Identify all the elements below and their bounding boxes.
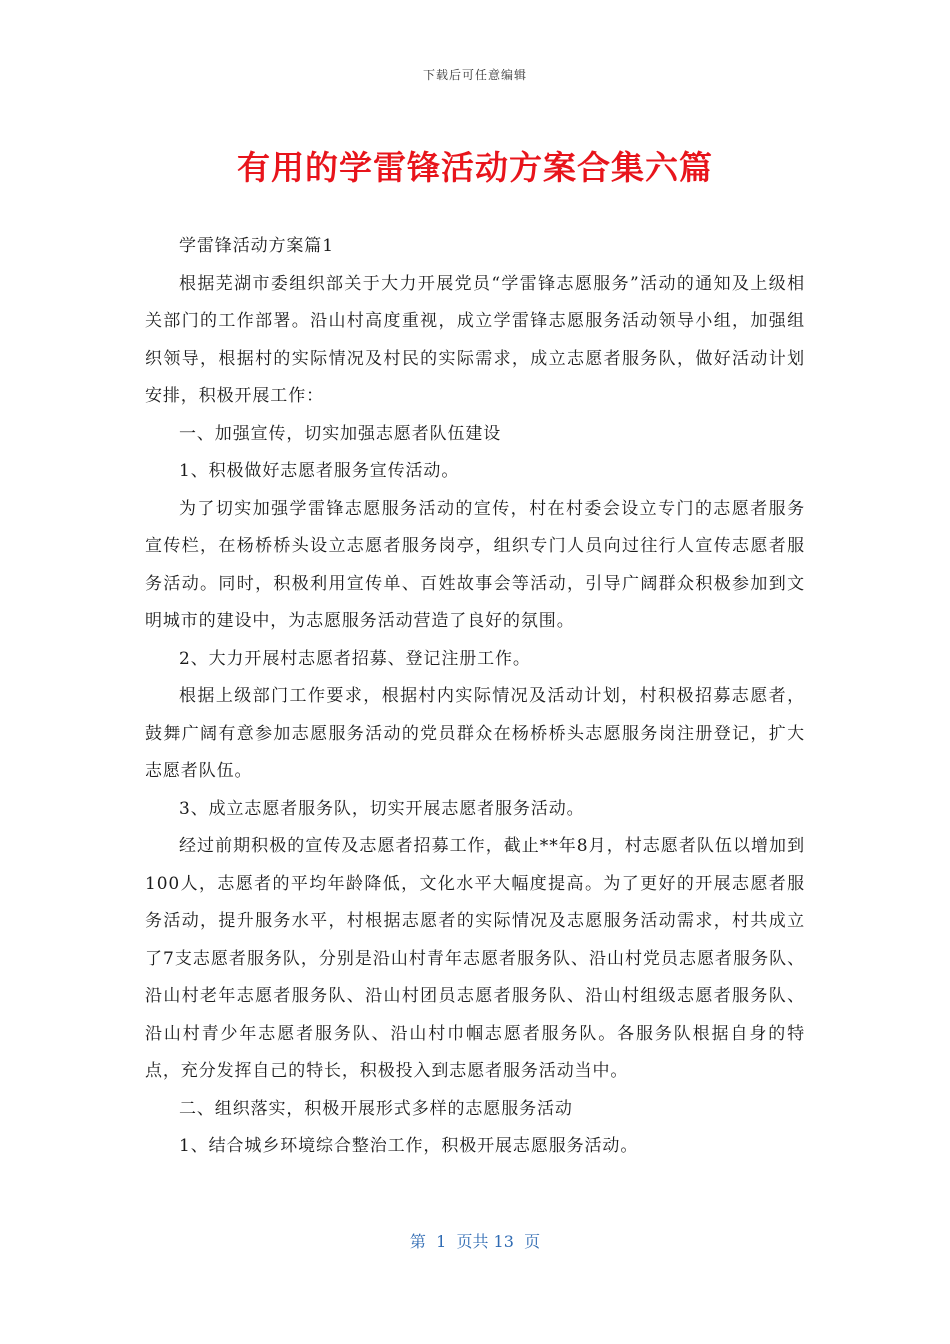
document-title: 有用的学雷锋活动方案合集六篇 [237, 148, 713, 187]
section-heading: 二、组织落实，积极开展形式多样的志愿服务活动 [179, 1098, 573, 1119]
section-heading: 一、加强宣传，切实加强志愿者队伍建设 [179, 423, 502, 444]
page-number-footer: 第 1 页共 13 页 [409, 1232, 541, 1251]
subsection-heading: 1、结合城乡环境综合整治工作，积极开展志愿服务活动。 [179, 1136, 639, 1156]
page-header-note: 下载后可任意编辑 [422, 68, 527, 82]
body-paragraph: 根据上级部门工作要求，根据村内实际情况及活动计划，村积极招募志愿者，鼓舞广阔有意参加志愿服务活动的党员群众在杨桥桥头志愿服务岗注册登记，扩大志愿者队伍。 [145, 686, 805, 781]
subsection-heading: 3、成立志愿者服务队，切实开展志愿者服务活动。 [179, 798, 585, 819]
body-paragraph: 根据芜湖市委组织部关于大力开展党员“学雷锋志愿服务”活动的通知及上级相关部门的工作部署。沿山村高度重视，成立学雷锋志愿服务活动领导小组，加强组织领导，根据村的实际情况及村民的实际需求，成立志愿者服务队，做好活动计划安排，积极开展工作： [145, 273, 805, 406]
document-body [145, 228, 805, 1166]
subsection-heading: 2、大力开展村志愿者招募、登记注册工作。 [179, 648, 531, 669]
subsection-heading: 1、积极做好志愿者服务宣传活动。 [179, 461, 460, 481]
body-paragraph: 为了切实加强学雷锋志愿服务活动的宣传，村在村委会设立专门的志愿者服务宣传栏，在杨桥桥头设立志愿者服务岗亭，组织专门人员向过往行人宣传志愿者服务活动。同时，积极利用宣传单、百姓故事会等活动，引导广阔群众积极参加到文明城市的建设中，为志愿服务活动营造了良好的氛围。 [145, 498, 805, 631]
body-paragraph: 经过前期积极的宣传及志愿者招募工作，截止**年8月，村志愿者队伍以增加到100人，志愿者的平均年龄降低，文化水平大幅度提高。为了更好的开展志愿者服务活动，提升服务水平，村根据志愿者的实际情况及志愿服务活动需求，村共成立了7支志愿者服务队，分别是沿山村青年志愿者服务队、沿山村党员志愿者服务队、沿山村老年志愿者服务队、沿山村团员志愿者服务队、沿山村组级志愿者服务队、沿山村青少年志愿者服务队、沿山村巾帼志愿者服务队。各服务队根据自身的特点，充分发挥自己的特长，积极投入到志愿者服务活动当中。 [145, 836, 805, 1081]
section-heading: 学雷锋活动方案篇1 [179, 236, 334, 256]
